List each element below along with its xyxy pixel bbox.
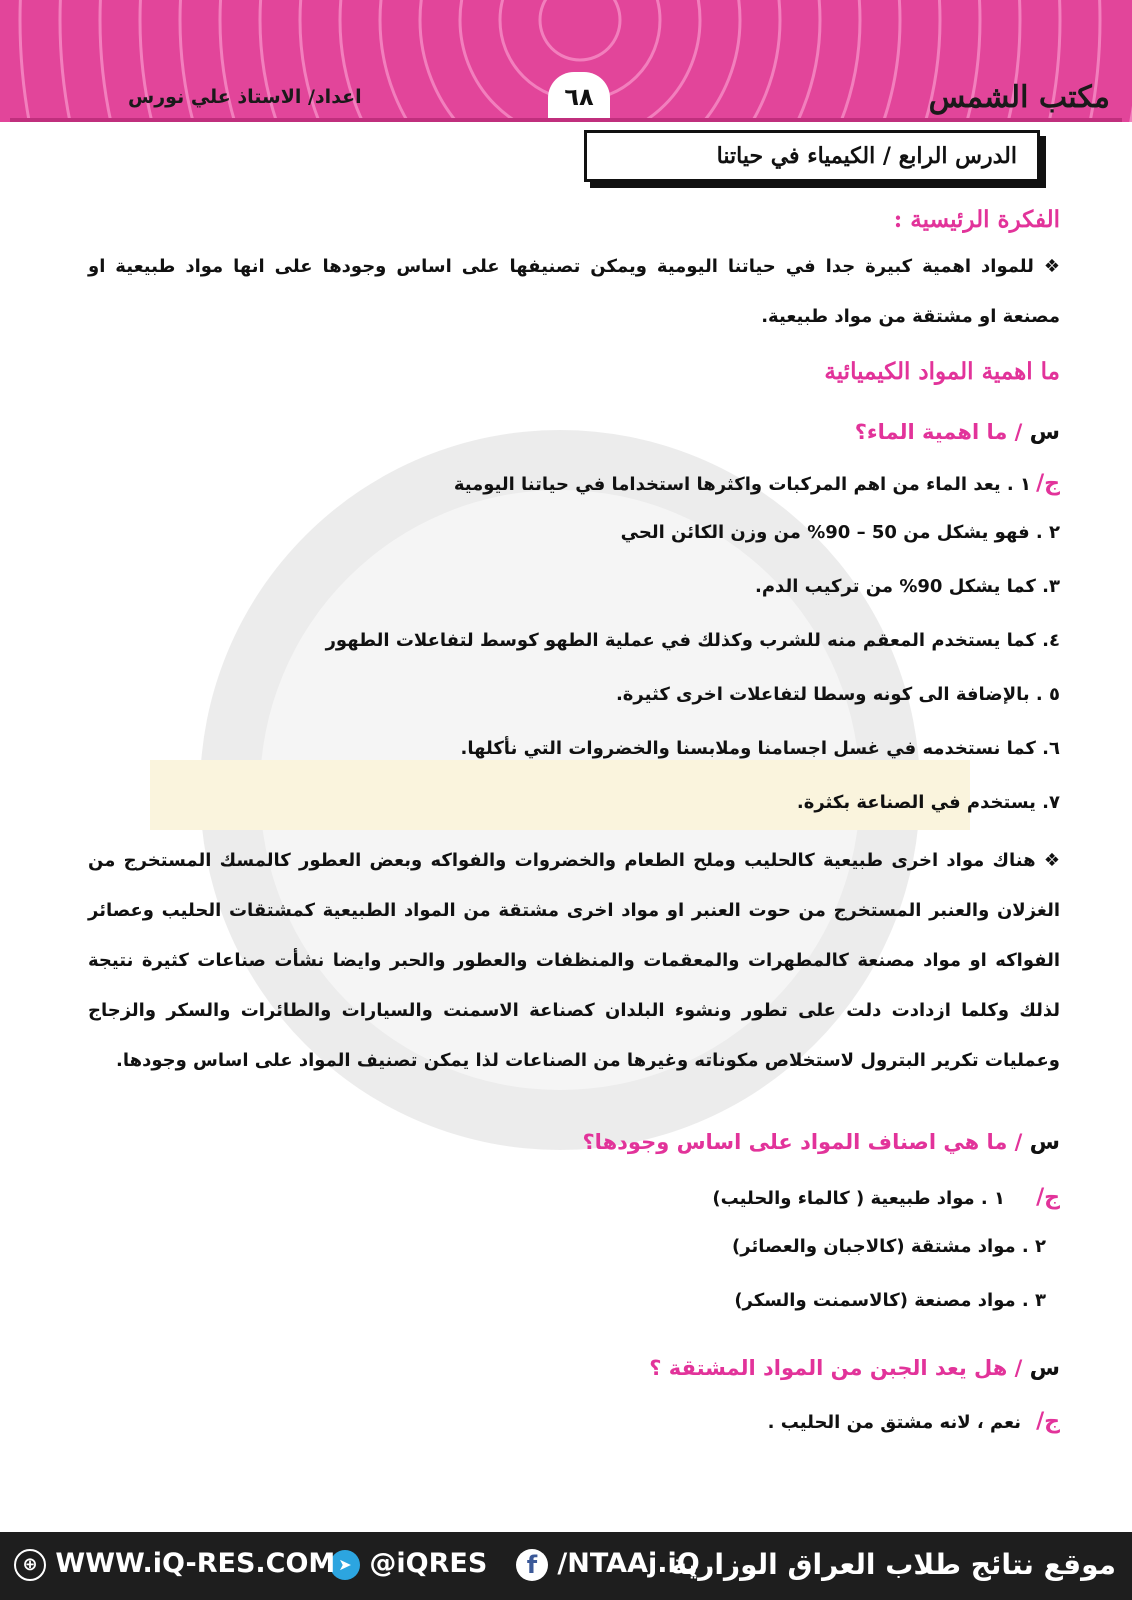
main-idea-text: ❖ للمواد اهمية كبيرة جدا في حياتنا اليومية ويمكن تصنيفها على اساس وجودها على انها مواد طبيعية او مصنعة او مشتقة من مواد طبيعية. (88, 256, 1060, 327)
section-heading: ما اهمية المواد الكيميائية (824, 358, 1060, 385)
answer-1-item-6: ٦. كما نستخدمه في غسل اجسامنا وملابسنا والخضروات التي نأكلها. (460, 738, 1060, 759)
author-name: اعداد/ الاستاذ علي نورس (128, 86, 362, 108)
lesson-title: الدرس الرابع / الكيمياء في حياتنا (716, 143, 1017, 169)
main-idea-heading: الفكرة الرئيسية : (893, 206, 1060, 233)
answer-1-item-2: ٢ . فهو يشكل من 50 – 90% من وزن الكائن الحي (620, 522, 1060, 543)
answer-3 (88, 1404, 1060, 1441)
website-url: WWW.iQ-RES.COM (55, 1548, 336, 1579)
answer-1-item-1: ١ . يعد الماء من اهم المركبات واكثرها استخداما في حياتنا اليومية (453, 474, 1032, 495)
question-2-text: ما هي اصناف المواد على اساس وجودها؟ (582, 1130, 1008, 1154)
answer-2-item-2: ٢ . مواد مشتقة (كالاجبان والعصائر) (732, 1236, 1046, 1257)
telegram-handle: @iQRES (369, 1548, 488, 1579)
lesson-title-box (584, 130, 1040, 182)
footer-website[interactable] (14, 1548, 335, 1581)
answer-mark: ج/ (1036, 1185, 1060, 1210)
question-3-text: هل يعد الجبن من المواد المشتقة ؟ (649, 1356, 1008, 1380)
answer-2-item-3: ٣ . مواد مصنعة (كالاسمنت والسكر) (734, 1290, 1046, 1311)
footer-telegram[interactable] (330, 1548, 487, 1580)
question-3 (88, 1348, 1060, 1389)
answer-1-first (88, 466, 1060, 503)
question-slash: / (1014, 1356, 1023, 1380)
page-number: ٦٨ (548, 72, 610, 118)
section-heading-block (88, 352, 1060, 392)
globe-icon: ⊕ (14, 1549, 46, 1581)
facebook-icon: f (516, 1549, 548, 1581)
question-1-text: ما اهمية الماء؟ (854, 420, 1008, 444)
answer-1-item-3: ٣. كما يشكل 90% من تركيب الدم. (755, 576, 1060, 597)
question-2 (88, 1122, 1060, 1163)
facebook-handle: /NTAAj.iQ (557, 1548, 700, 1579)
other-materials-paragraph: ❖ هناك مواد اخرى طبيعية كالحليب وملح الطعام والخضروات والفواكه وبعض العطور كالمسك المستخرج من الغزلان والعنبر المستخرج من حوت العنبر او مواد اخرى مشتقة من المواد الطبيعية كمشتقات الحليب وعصائر الفواكه او مواد مصنعة كالمطهرات والمعقمات والمنظفات والعطور والحبر وايضا نشأت صناعات كثيرة نتيجة لذلك وكلما ازدادت دلت على تطور ونشوء البلدان كصناعة الاسمنت والسيارات والطائرات والسكر والزجاج وعمليات تكرير البترول لاستخلاص مكوناته وغيرها من الصناعات لذا يمكن تصنيف المواد على اساس وجودها. (88, 850, 1060, 1071)
footer-bar (0, 1532, 1132, 1600)
question-mark: س (1029, 1130, 1060, 1155)
answer-mark: ج/ (1036, 471, 1060, 496)
question-slash: / (1014, 420, 1023, 444)
question-slash: / (1014, 1130, 1023, 1154)
book-name: مكتب الشمس (928, 80, 1110, 115)
header-rule (10, 118, 1122, 122)
answer-1-item-7: ٧. يستخدم في الصناعة بكثرة. (796, 792, 1060, 813)
page-header (0, 0, 1132, 122)
answer-1-item-5: ٥ . بالإضافة الى كونه وسطا لتفاعلات اخرى كثيرة. (615, 684, 1060, 705)
question-mark: س (1029, 420, 1060, 445)
telegram-icon: ➤ (330, 1550, 360, 1580)
footer-site-name: موقع نتائج طلاب العراق الوزارية (670, 1548, 1116, 1581)
answer-3-text: نعم ، لانه مشتق من الحليب . (767, 1412, 1022, 1433)
answer-mark: ج/ (1036, 1409, 1060, 1434)
answer-2-item-1: ١ . مواد طبيعية ( كالماء والحليب) (712, 1188, 1006, 1209)
main-idea-section (88, 200, 1060, 342)
answer-2-first (88, 1180, 1060, 1217)
question-mark: س (1029, 1356, 1060, 1381)
question-1 (88, 412, 1060, 453)
answer-1-item-4: ٤. كما يستخدم المعقم منه للشرب وكذلك في عملية الطهو كوسط لتفاعلات الطهور (325, 630, 1060, 651)
footer-facebook[interactable] (516, 1548, 700, 1581)
